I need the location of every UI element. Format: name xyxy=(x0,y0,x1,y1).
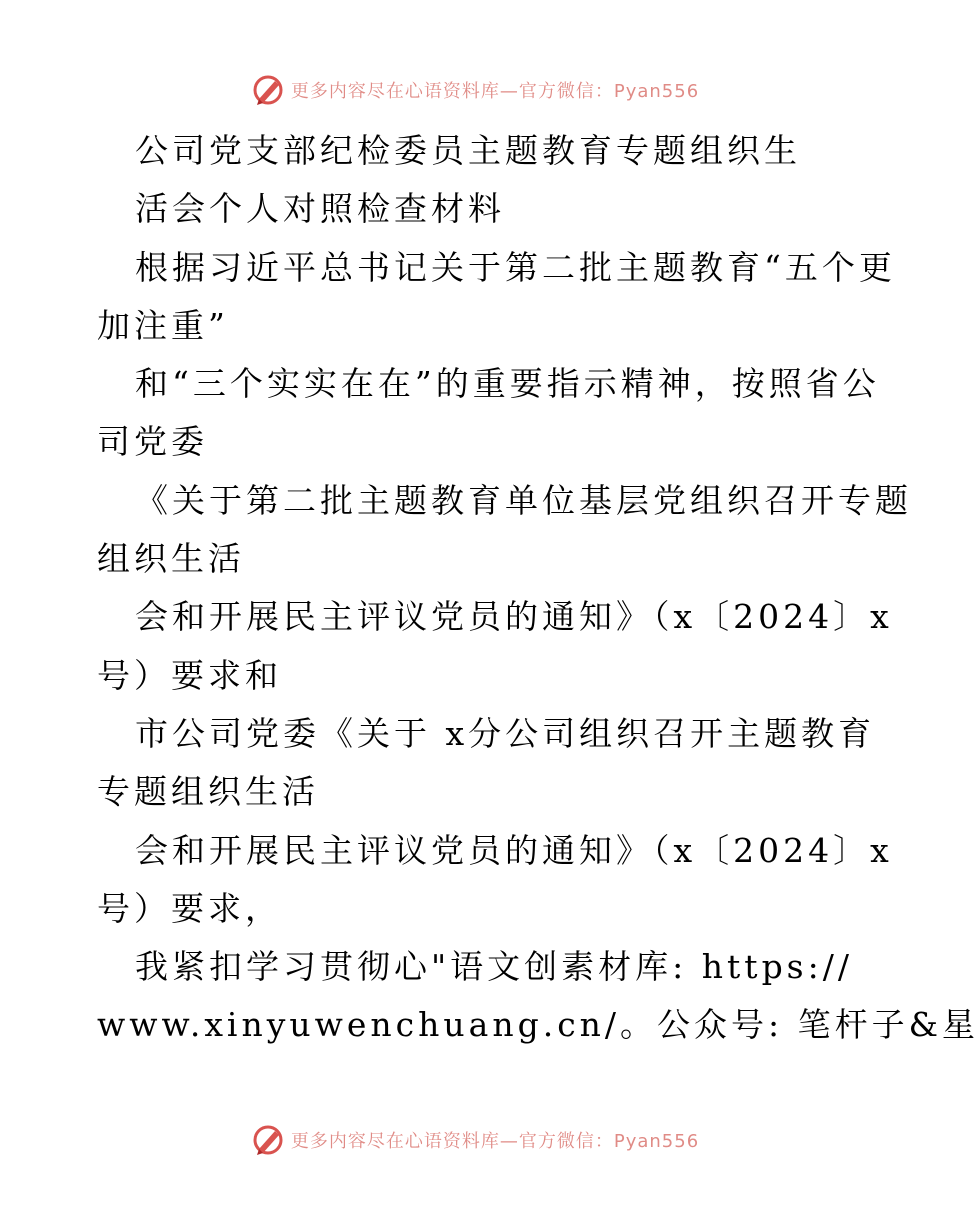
header-site-text: 更多内容尽在心语资料库 xyxy=(290,81,500,102)
doc-line-10: 号）要求和 xyxy=(97,655,282,695)
footer-banner-text xyxy=(291,1127,699,1153)
pen-logo-icon xyxy=(251,73,285,107)
footer-banner xyxy=(0,1120,950,1160)
doc-line-5: 和“三个实实在在”的重要指示精神，按照省公 xyxy=(135,364,880,404)
header-dash: — xyxy=(499,81,519,102)
doc-line-6: 司党委 xyxy=(97,422,208,462)
doc-line-1: 公司党支部纪检委员主题教育专题组织生 xyxy=(135,131,801,170)
doc-line-16: www.xinyuwenchuang.cn/。公众号: 笔杆子&星 xyxy=(97,1005,979,1045)
header-banner xyxy=(0,70,950,110)
doc-line-7: 《关于第二批主题教育单位基层党组织召开专题 xyxy=(135,480,912,520)
doc-line-12: 专题组织生活 xyxy=(97,772,319,812)
doc-line-13: 会和开展民主评议党员的通知》（x〔2024〕x xyxy=(135,830,893,870)
doc-line-3: 根据习近平总书记关于第二批主题教育“五个更 xyxy=(135,247,896,287)
doc-line-2: 活会个人对照检查材料 xyxy=(135,189,505,229)
header-banner-text xyxy=(291,77,699,103)
footer-wechat-label: 官方微信： xyxy=(518,1131,614,1152)
doc-line-15: 我紧扣学习贯彻心"语文创素材库: https:// xyxy=(135,947,853,987)
header-wechat-id: Pyan556 xyxy=(613,81,700,102)
pen-logo-icon xyxy=(251,1123,285,1157)
header-wechat-label: 官方微信： xyxy=(518,81,614,102)
doc-line-4: 加注重” xyxy=(97,305,229,345)
doc-line-14: 号）要求， xyxy=(97,888,282,928)
doc-line-11: 市公司党委《关于 x分公司组织召开主题教育 xyxy=(135,713,876,753)
doc-line-8: 组织生活 xyxy=(97,539,245,579)
footer-dash: — xyxy=(499,1131,519,1152)
footer-wechat-id: Pyan556 xyxy=(613,1131,700,1152)
footer-site-text: 更多内容尽在心语资料库 xyxy=(290,1131,500,1152)
document-body xyxy=(97,122,979,1055)
doc-line-9: 会和开展民主评议党员的通知》（x〔2024〕x xyxy=(135,597,893,637)
